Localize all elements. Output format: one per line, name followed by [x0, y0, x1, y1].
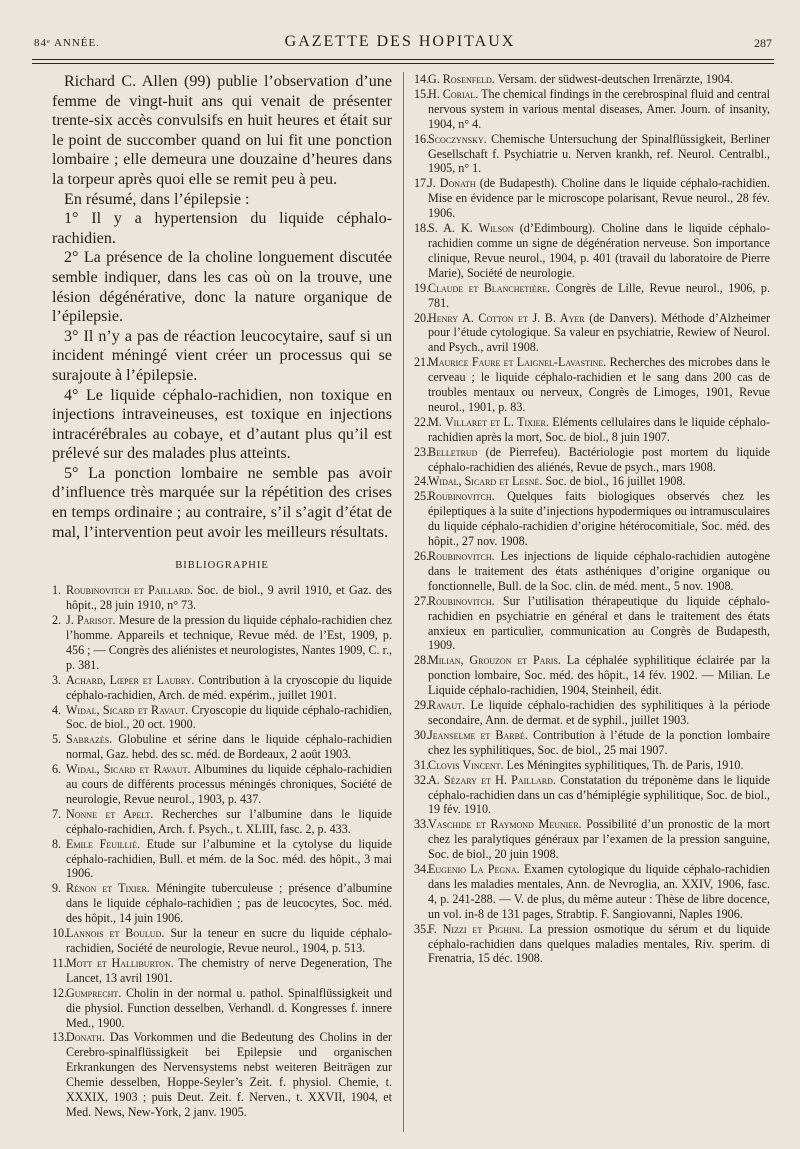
entry-text: Contribution à la cryoscopie du liquide céphalo-rachidien, Arch. de méd. expérim., juillet 1901.: [66, 672, 392, 702]
entry-authors: Belletrud: [428, 444, 478, 459]
conclusion-item: 2° La présence de la choline longuement discutée semble indiquer, dans les cas où on la trouve, une lésion dégénérative, donc la nature organique de l’épilepsie.: [52, 249, 392, 326]
body-paragraph: En résumé, dans l’épilepsie :: [64, 190, 250, 208]
entry-text: (de Pierrefeu). Bactériologie post mortem du liquide céphalo-rachidien des aliénés, Revue de psych., mars 1908.: [428, 444, 770, 474]
entry-authors: Gumprecht.: [66, 985, 122, 1000]
entry-authors: Lannois et Boulud.: [66, 926, 165, 941]
entry-authors: Widal, Sicard et Lesné.: [428, 474, 543, 489]
entry-number: 13.: [52, 1030, 68, 1045]
bibliography-entry: [414, 176, 770, 221]
entry-number: 35.: [414, 921, 430, 936]
entry-number: 32.: [414, 772, 430, 787]
entry-authors: Widal, Sicard et Ravaut.: [66, 702, 189, 717]
entry-text: (d’Edimbourg). Choline dans le liquide céphalo-rachidien comme un signe de dégénération nerveuse. Son importance clinique, Revue neurol., 1904, p. 401 (travail du laboratoire de Pierre Marie), Société de neurologie.: [428, 221, 771, 280]
bibliography-entry: [414, 594, 770, 654]
body-paragraph: Richard C. Allen (99) publie l’observation d’une femme de vingt-huit ans qui venait de présenter trente-six accès convulsifs en huit heures et était sur le point de succomber quand on lui fit une ponction lombaire ; elle demeura une douzaine d’heures dans la torpeur après quoi elle se remit peu à peu.: [52, 73, 392, 188]
entry-text: Sur l’utilisation thérapeutique du liquide céphalo-rachidien en psychiatrie en général et dans le traitement des états anxieux en particulier, communication au Congrès de Budapesth, 1909.: [428, 593, 770, 653]
entry-text: Le liquide céphalo-rachidien des syphilitiques à la période secondaire, Ann. de dermat. et de syphil., juillet 1903.: [428, 698, 770, 727]
entry-authors: M. Villaret et L. Tixier.: [428, 414, 549, 429]
entry-text: Mesure de la pression du liquide céphalo-rachidien chez l’homme. Appareils et technique, Revue méd. de l’Est, 1909, p. 456 ; — Congrès des aliénistes et neurologistes, Nantes 1909, C. r., p. 381.: [66, 613, 392, 672]
entry-authors: Vaschide et Raymond Meunier.: [428, 817, 582, 832]
header-rule: [32, 59, 774, 60]
bibliography-entry: [414, 549, 770, 594]
entry-number: 33.: [414, 817, 430, 832]
entry-number: 26.: [414, 549, 430, 563]
entry-authors: A. Sézary et H. Paillard.: [428, 772, 556, 787]
entry-text: Possibilité d’un pronostic de la mort chez les paralytiques généraux par l’examen de la pression sanguine, Soc. de biol., 20 juin 1908.: [428, 817, 771, 862]
entry-authors: Eugenio La Pegna.: [428, 862, 520, 877]
bibliography-entry: [52, 732, 392, 762]
entry-text: Recherches des microbes dans le cerveau ; le liquide céphalo-rachidien et le sang dans 200 cas de troubles mentaux ou nerveux, Congrès de Limoges, 1901, Revue neurol., 1901, p. 83.: [428, 355, 771, 414]
entry-number: 31.: [414, 757, 430, 772]
entry-authors: H. Corial.: [428, 86, 479, 101]
entry-authors: Claude et Blanchetière.: [428, 280, 551, 295]
bibliography-entry: [52, 703, 392, 733]
entry-authors: Widal, Sicard et Ravaut.: [66, 762, 191, 777]
entry-authors: Roubinovitch.: [428, 549, 495, 563]
bibliography-entry: [414, 698, 770, 728]
entry-number: 18.: [414, 221, 430, 236]
bibliography-entry: [414, 445, 770, 475]
bibliography-entry: [414, 773, 770, 818]
entry-authors: Donath.: [66, 1030, 105, 1045]
bibliography-entry: [52, 807, 392, 837]
bibliography-entry: [52, 926, 392, 956]
entry-text: Globuline et sérine dans le liquide céphalo-rachidien normal, Gaz. hebd. des sc. méd. de Bordeaux, 2 août 1903.: [66, 732, 392, 762]
entry-text: Chemische Untersuchung der Spinalflüssigkeit, Berliner Gesellschaft f. Psychiatrie u. Nerven krankh, ref. Neurol. Centralbl., 1905, n° 1.: [428, 131, 770, 176]
entry-authors: Roubinovitch.: [428, 489, 495, 504]
conclusion-item: 5° La ponction lombaire ne semble pas avoir d’influence très marquée sur la répétition des crises en temps ordinaire ; au contraire, s’il s’agit d’état de mal, l’intervention peut avoir les meilleurs résultats.: [52, 464, 392, 541]
bibliography-entry: [414, 415, 770, 445]
entry-number: 30.: [414, 727, 430, 742]
entry-number: 27.: [414, 593, 430, 608]
entry-authors: Roubinovitch et Paillard.: [66, 583, 193, 598]
entry-authors: Scoczynsky.: [428, 131, 487, 146]
entry-text: Les injections de liquide céphalo-rachidien autogène dans le traitement des états asthéniques d’origine organique ou fonctionnelle, Bull. de la Soc. clin. de méd. ment., 5 nov. 1908.: [428, 549, 770, 593]
entry-number: 14.: [414, 72, 430, 86]
entry-number: 21.: [414, 355, 430, 370]
entry-text: Etude sur l’albumine et la cytolyse du liquide céphalo-rachidien, Bull. et mém. de la Soc. méd. des hôpit., 3 mai 1906.: [66, 836, 392, 881]
bibliography-entry: [52, 673, 392, 703]
entry-number: 19.: [414, 280, 430, 295]
bibliography-entry: [52, 1030, 392, 1119]
entry-text: Soc. de biol., 16 juillet 1908.: [542, 474, 686, 489]
entry-text: The chemistry of nerve Degeneration, The Lancet, 13 avril 1901.: [66, 955, 392, 985]
entry-text: The chemical findings in the cerebrospinal fluid and central nervous system in various mental diseases, Amer. Journ. of insanity, 1904, n° 4.: [428, 86, 771, 131]
entry-text: Contribution à l’étude de la ponction lombaire chez les syphilitiques, Soc. de biol., 25 mai 1907.: [428, 727, 770, 757]
bibliography-entry: [52, 762, 392, 807]
bibliography-entry: [414, 87, 770, 132]
volume-label: 84ᵉ ANNÉE.: [34, 37, 100, 49]
bibliography-entry: [414, 922, 770, 967]
entry-number: 4.: [52, 702, 62, 717]
entry-text: Examen cytologique du liquide céphalo-rachidien dans les maladies mentales, Ann. de Nevroglia, an. XXIV, 1906, fasc. 4, p. 241-288. — V. de plus, du même auteur : Thèse de libre docence, un vol. in-8 de 131 pages, Strabtip. F. Sangiovanni, Naples 1906.: [428, 862, 770, 921]
entry-authors: Henry A. Cotton et J. B. Ayer: [428, 310, 585, 325]
entry-number: 11.: [52, 955, 67, 970]
entry-number: 3.: [52, 672, 62, 687]
entry-number: 5.: [52, 732, 62, 747]
bibliography-entry: [414, 862, 770, 922]
entry-text: La pression osmotique du sérum et du liquide céphalo-rachidien dans quelques maladies mentales, Riv. sperim. di Frenatria, 15 déc. 1908.: [428, 921, 770, 966]
page-number: 287: [754, 36, 772, 50]
entry-text: Cryoscopie du liquide céphalo-rachidien, Soc. de biol., 20 oct. 1900.: [66, 702, 393, 732]
bibliography-entry: [52, 837, 392, 882]
entry-number: 34.: [414, 862, 430, 877]
bibliography-entry: [52, 956, 392, 986]
entry-number: 15.: [414, 86, 430, 101]
entry-number: 2.: [52, 613, 62, 628]
entry-authors: J. Parisot.: [66, 613, 116, 628]
conclusion-item: 4° Le liquide céphalo-rachidien, non toxique en injections intraveineuses, est toxique en injections intracérébrales au cobaye, et d’autant plus qu’il est prélevé sur des malades plus atteints.: [52, 386, 392, 463]
entry-authors: Jeanselme et Barbé.: [428, 727, 528, 742]
bibliography-entry: [414, 728, 770, 758]
bibliography-list-right: [414, 72, 770, 966]
entry-text: Congrès de Lille, Revue neurol., 1906, p. 781.: [428, 280, 770, 310]
entry-authors: Maurice Faure et Laignel-Lavastine.: [428, 355, 607, 370]
entry-authors: Clovis Vincent.: [428, 757, 504, 772]
entry-authors: Roubinovitch.: [428, 593, 495, 608]
entry-number: 16.: [414, 131, 430, 146]
bibliography-list-left: [52, 583, 392, 1120]
entry-number: 6.: [52, 762, 62, 777]
conclusion-item: 1° Il y a hypertension du liquide céphalo-rachidien.: [52, 210, 392, 247]
entry-text: Recherches sur l’albumine dans le liquide céphalo-rachidien, Arch. f. Psych., t. XLIII, fasc. 2, p. 433.: [66, 806, 392, 836]
bibliography-entry: [414, 817, 770, 862]
entry-authors: G. Rosenfeld.: [428, 72, 495, 86]
bibliography-entry: [414, 281, 770, 311]
entry-authors: F. Nizzi et Pighini.: [428, 921, 524, 936]
bibliography-entry: [414, 653, 770, 698]
left-column: [52, 72, 392, 1120]
column-divider: [403, 72, 404, 1132]
bibliography-heading: BIBLIOGRAPHIE: [175, 560, 269, 572]
bibliography-entry: [414, 758, 770, 773]
entry-number: 22.: [414, 414, 430, 429]
bibliography-entry: [414, 72, 770, 87]
entry-number: 10.: [52, 926, 68, 941]
bibliography-entry: [52, 881, 392, 926]
bibliography-entry: [414, 489, 770, 549]
entry-text: Cholin in der normal u. pathol. Spinalflüssigkeit und die physiol. Function desselben, Verhandl. d. Kongresses f. innere Med., 1900.: [66, 985, 392, 1030]
entry-text: (de Danvers). Méthode d’Alzheimer pour l’étude cytologique. Sa valeur en psychiatrie, Rewiew of Neurol. and Psych., avril 1908.: [428, 310, 770, 355]
entry-authors: J. Donath: [428, 176, 476, 191]
entry-number: 28.: [414, 653, 430, 668]
conclusion-item: 3° Il n’y a pas de réaction leucocytaire, sauf si un incident méningé vient créer un processus qui se surajoute à l’épilepsie.: [52, 327, 392, 384]
journal-title: GAZETTE DES HOPITAUX: [284, 33, 516, 50]
header-rule-double: [32, 63, 774, 64]
entry-number: 12.: [52, 985, 68, 1000]
entry-authors: Rénon et Tixier.: [66, 881, 150, 896]
bibliography-entry: [414, 132, 770, 177]
entry-text: Méningite tuberculeuse ; présence d’albumine dans le liquide céphalo-rachidien ; pas de leucocytes, Soc. méd. des hôpit., 14 juin 1906.: [66, 881, 392, 926]
entry-number: 25.: [414, 489, 430, 504]
entry-authors: Nonne et Apelt.: [66, 806, 154, 821]
entry-authors: Achard, Lœper et Laubry.: [66, 672, 195, 687]
right-column: [414, 72, 770, 966]
entry-text: Das Vorkommen und die Bedeutung des Cholins in der Cerebro-spinalflüssigkeit bei Epilepsie und organischen Erkrankungen des Nervensystems nebst weiteren Beiträgen zur Chemie desselben, Hoppe-Seyler’s Zeit. f. physiol. Chemie, t. XXXIX, 1903 ; puis Deut. Zeit. f. Nerven., t. XXVII, 1904, et Med. News, New-York, 2 janv. 1905.: [66, 1030, 392, 1119]
bibliography-entry: [52, 613, 392, 673]
entry-number: 20.: [414, 310, 430, 325]
bibliography-entry: [414, 221, 770, 281]
entry-text: Soc. de biol., 9 avril 1910, et Gaz. des hôpit., 28 juin 1910, n° 73.: [66, 583, 392, 613]
entry-authors: S. A. K. Wilson: [428, 221, 514, 236]
bibliography-entry: [414, 311, 770, 356]
entry-text: Quelques faits biologiques observés chez les épileptiques à la suite d’injections hypodermiques ou intramusculaires du liquide céphalo-rachidien d’origine hétérocomitiale, Soc. méd. des hôpit., 27 nov. 1908.: [428, 489, 770, 549]
entry-authors: Milian, Grouzon et Paris.: [428, 653, 561, 668]
entry-number: 9.: [52, 881, 62, 896]
entry-text: La céphalée syphilitique éclairée par la ponction lombaire, Soc. méd. des hôpit., 14 fév. 1902. — Milian. Le Liquide céphalo-rachidien, 1904, Steinheil, édit.: [428, 653, 770, 698]
entry-authors: Mott et Halliburton.: [66, 955, 174, 970]
bibliography-entry: [414, 474, 770, 489]
entry-text: Albumines du liquide céphalo-rachidien au cours de différents processus méningés chroniques, Société de neurologie, Revue neurol., 1903, p. 437.: [66, 762, 392, 806]
bibliography-entry: [52, 583, 392, 613]
entry-authors: Sabrazès.: [66, 732, 113, 747]
entry-number: 24.: [414, 474, 430, 489]
entry-authors: Ravaut.: [428, 698, 466, 713]
entry-number: 7.: [52, 806, 62, 821]
entry-number: 23.: [414, 444, 430, 459]
entry-number: 29.: [414, 698, 430, 713]
entry-text: Eléments cellulaires dans le liquide céphalo-rachidien après la mort, Soc. de biol., 8 juin 1907.: [428, 414, 771, 444]
entry-number: 1.: [52, 583, 62, 598]
entry-text: Sur la teneur en sucre du liquide céphalo-rachidien, Société de neurologie, Revue neurol., 1904, p. 513.: [66, 926, 392, 955]
entry-text: Les Méningites syphilitiques, Th. de Paris, 1910.: [503, 757, 744, 772]
entry-text: Constatation du tréponème dans le liquide céphalo-rachidien dans un cas d’hémiplégie syphilitique, Soc. de biol., 19 fév. 1910.: [428, 772, 770, 817]
entry-number: 8.: [52, 836, 62, 851]
entry-text: Versam. der südwest-deutschen Irrenärzte, 1904.: [494, 72, 733, 86]
bibliography-entry: [52, 986, 392, 1031]
entry-authors: Emile Feuillié.: [66, 836, 140, 851]
bibliography-entry: [414, 355, 770, 415]
entry-number: 17.: [414, 176, 430, 191]
entry-text: (de Budapesth). Choline dans le liquide céphalo-rachidien. Mise en évidence par le microscope polarisant, Revue neurol., 28 fév. 1906.: [428, 176, 770, 221]
